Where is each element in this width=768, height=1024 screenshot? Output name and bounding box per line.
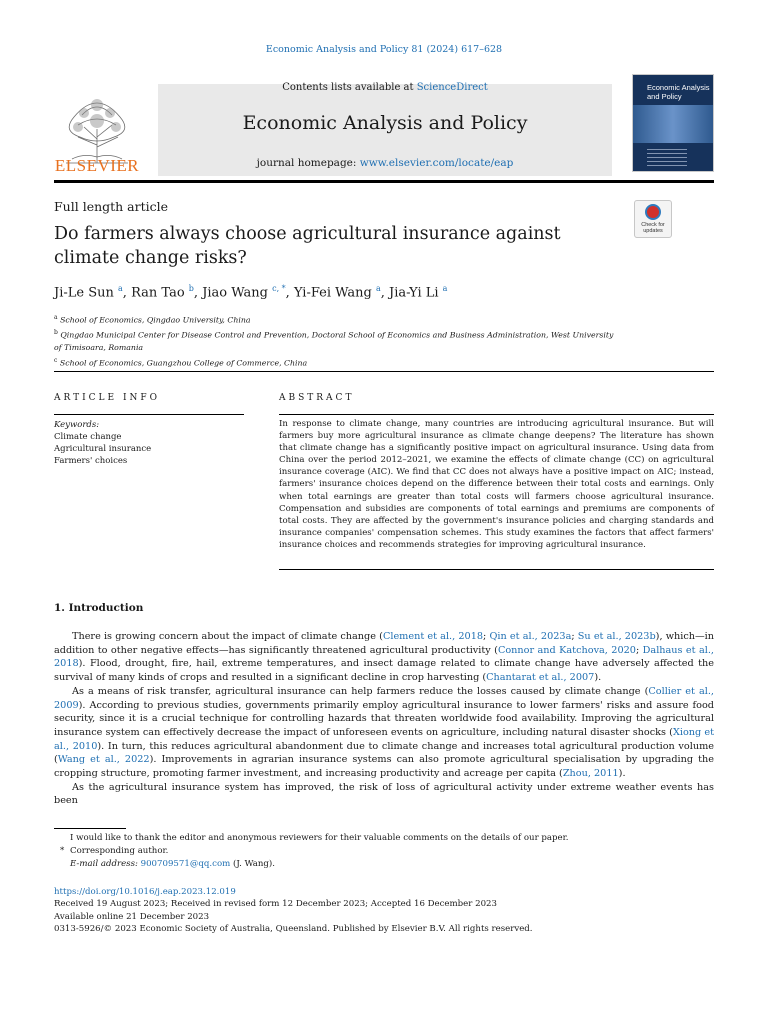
article-type: Full length article (54, 199, 169, 214)
citation-link[interactable]: Dalhaus et al., 2018 (54, 644, 715, 670)
affiliation-item (54, 327, 614, 355)
check-for-updates-label (635, 222, 671, 234)
email-link[interactable]: 900709571@qq.com (140, 859, 231, 869)
author-affil-mark[interactable]: b (188, 284, 194, 293)
abstract-heading: ABSTRACT (279, 393, 355, 403)
footnote-rule (54, 828, 126, 829)
sciencedirect-link[interactable]: ScienceDirect (416, 82, 488, 93)
paragraph (54, 781, 714, 808)
author-affil-mark[interactable]: a (118, 284, 123, 293)
cover-text-lines (647, 149, 687, 167)
keyword-item[interactable]: Agricultural insurance (54, 444, 152, 454)
contents-line (158, 82, 612, 93)
online-date: Available online 21 December 2023 (54, 911, 210, 922)
article-title: Do farmers always choose agricultural insurance against climate change risks? (54, 224, 561, 268)
journal-title: Economic Analysis and Policy (242, 112, 528, 134)
paragraph (54, 685, 714, 781)
text-run: ), which—in addition to other negative effects—has significantly threatened agricultural productivity ( (54, 631, 715, 656)
check-for-updates-icon (645, 204, 661, 220)
citation-link[interactable]: Connor and Katchova, 2020 (497, 644, 636, 656)
badge-line-2: updates (643, 228, 663, 234)
keywords-block (54, 419, 151, 467)
citation-link[interactable]: Zhou, 2011 (562, 768, 619, 780)
citation-link[interactable]: Clement et al., 2018 (382, 631, 484, 642)
affil-text: School of Economics, Guangzhou College of Commerce, China (59, 358, 308, 368)
header-rule (54, 180, 714, 183)
text-run: There is growing concern about the impact of climate change ( (72, 631, 383, 642)
text-run: ). According to previous studies, governments primarily employ agricultural insurance to lower farmers' risks and assure food security, since it is a crucial technique for controlling hazards that threaten worldwide food availability. Improving the agricultural insurance system can effectively decrease the impact of unforeseen events on agriculture, including natural disaster shocks ( (54, 699, 714, 738)
keyword-item[interactable]: Climate change (54, 432, 122, 442)
copyright-line: 0313-5926/© 2023 Economic Society of Australia, Queensland. Published by Elsevier B.V. All rights reserved. (54, 923, 533, 934)
text-run: ). Flood, drought, fire, hail, extreme temperatures, and insect damage related to climate change have adversely affected the survival of many kinds of crops and resulted in a significant decline in crop harvesting ( (54, 658, 714, 684)
paragraph (54, 630, 714, 685)
author-name[interactable]: Ji-Le Sun (54, 285, 114, 301)
affil-mark: b (54, 329, 58, 337)
abstract-text: In response to climate change, many countries are introducing agricultural insurance. But will farmers buy more agricultural insurance as climate change deepens? The literature has shown that climate change has a significantly positive impact on agricultural insurance. Using data from China over the period 2012–2021, we examine the effects of climate change (CC) on agricultural insurance coverage (AIC). We find that CC does not always have a positive impact on AIC; instead, farmers' insurance choices depend on the difference between their total costs and earnings. Only when total earnings are greater than total costs will farmers choose agricultural insurance. Compensation and subsidies are components of total earnings and premiums are components of total costs. They are affected by the government's insurance policies and charging standards and insurance companies' compensation schemes. This study examines the factors that affect farmers' insurance choices and recommends strategies for improving agricultural insurance. (279, 419, 714, 550)
author-affil-mark[interactable]: c, * (272, 284, 286, 293)
abstract-rule (279, 414, 714, 415)
citation-link[interactable]: Chantarat et al., 2007 (486, 672, 595, 684)
badge-line-1: Check for (641, 222, 665, 228)
author-name[interactable]: Jiao Wang (202, 285, 268, 301)
footnote-mark: * (60, 846, 65, 856)
citation-link[interactable]: Collier et al., 2009 (54, 685, 714, 711)
author-name[interactable]: Ran Tao (131, 285, 185, 301)
check-for-updates-button[interactable] (634, 200, 672, 238)
citation-link[interactable]: Su et al., 2023b (577, 631, 656, 642)
citation-link[interactable]: Wang et al., 2022 (57, 754, 150, 766)
journal-homepage (158, 157, 612, 169)
footnotes (54, 832, 714, 871)
text-run: ; (635, 644, 643, 656)
author-affil-mark[interactable]: a (442, 284, 448, 293)
footnote-thanks (54, 832, 714, 845)
footnote-corresponding (54, 845, 714, 858)
affil-mark: a (54, 314, 58, 321)
footnote-text: Corresponding author. (70, 846, 169, 856)
email-label: E-mail address: (70, 859, 141, 869)
citation-link[interactable]: Xiong et al., 2010 (54, 726, 714, 752)
text-run: ). In turn, this reduces agricultural abandonment due to climate change and increases total agricultural production volume ( (54, 740, 714, 766)
homepage-prefix: journal homepage: (256, 157, 360, 169)
text-run: As a means of risk transfer, agricultural insurance can help farmers reduce the losses caused by climate change ( (72, 685, 649, 697)
text-run: ). (594, 672, 602, 684)
affil-mark: c (54, 356, 58, 364)
author-affil-mark[interactable]: a (375, 284, 381, 293)
doi-link[interactable]: https://doi.org/10.1016/j.eap.2023.12.019 (54, 887, 236, 897)
citation-link[interactable]: Qin et al., 2023a (489, 631, 572, 642)
publisher-wordmark[interactable]: ELSEVIER (54, 156, 140, 175)
contents-prefix: Contents lists available at (282, 82, 417, 93)
cover-title: Economic Analysis and Policy (647, 83, 710, 101)
text-run: ; (483, 631, 490, 642)
keywords-label: Keywords: (54, 420, 100, 430)
affiliation-item (54, 312, 614, 327)
abstract-bottom-rule (279, 569, 714, 570)
homepage-link[interactable]: www.elsevier.com/locate/eap (359, 157, 514, 169)
author-list: Ji-Le Sun $^a$, Ran Tao $^b$, Jiao Wang $^{c, *}$, Yi-Fei Wang $^a$, Jia-Yi Li $^a$ (54, 284, 448, 301)
text-run: ; (571, 631, 578, 642)
footnote-text: I would like to thank the editor and anonymous reviewers for their valuable comments on the details of our paper. (70, 833, 569, 843)
text-run: As the agricultural insurance system has improved, the risk of loss of agricultural activity under extreme weather events has been (54, 781, 714, 807)
affiliations (54, 312, 614, 370)
text-run: ). (618, 768, 626, 780)
text-run: ). Improvements in agrarian insurance systems can also promote agricultural specialisation by upgrading the cropping structure, promoting farmer investment, and increasing productivity and acreage per capita ( (54, 754, 714, 780)
article-info-heading: ARTICLE INFO (54, 393, 161, 403)
keyword-item[interactable]: Farmers' choices (54, 456, 128, 466)
affil-text: School of Economics, Qingdao University, China (60, 315, 251, 325)
section-divider (54, 371, 714, 372)
section-heading-introduction: 1. Introduction (54, 602, 144, 614)
introduction-body (54, 630, 714, 808)
author-name[interactable]: Yi-Fei Wang (293, 285, 372, 301)
footnote-email (54, 858, 714, 871)
author-name[interactable]: Jia-Yi Li (389, 285, 439, 301)
affiliation-item (54, 355, 614, 370)
journal-citation[interactable]: Economic Analysis and Policy 81 (2024) 617–628 (265, 44, 503, 55)
received-dates: Received 19 August 2023; Received in revised form 12 December 2023; Accepted 16 December 2023 (54, 899, 497, 910)
email-suffix: (J. Wang). (230, 859, 275, 869)
affil-text: Qingdao Municipal Center for Disease Control and Prevention, Doctoral School of Economics and Business Administration, West University of Timisoara, Romania (54, 330, 614, 353)
publication-meta (54, 886, 533, 935)
journal-cover-thumbnail[interactable] (632, 74, 714, 172)
cover-graphic (633, 105, 713, 143)
article-info-rule (54, 414, 244, 415)
